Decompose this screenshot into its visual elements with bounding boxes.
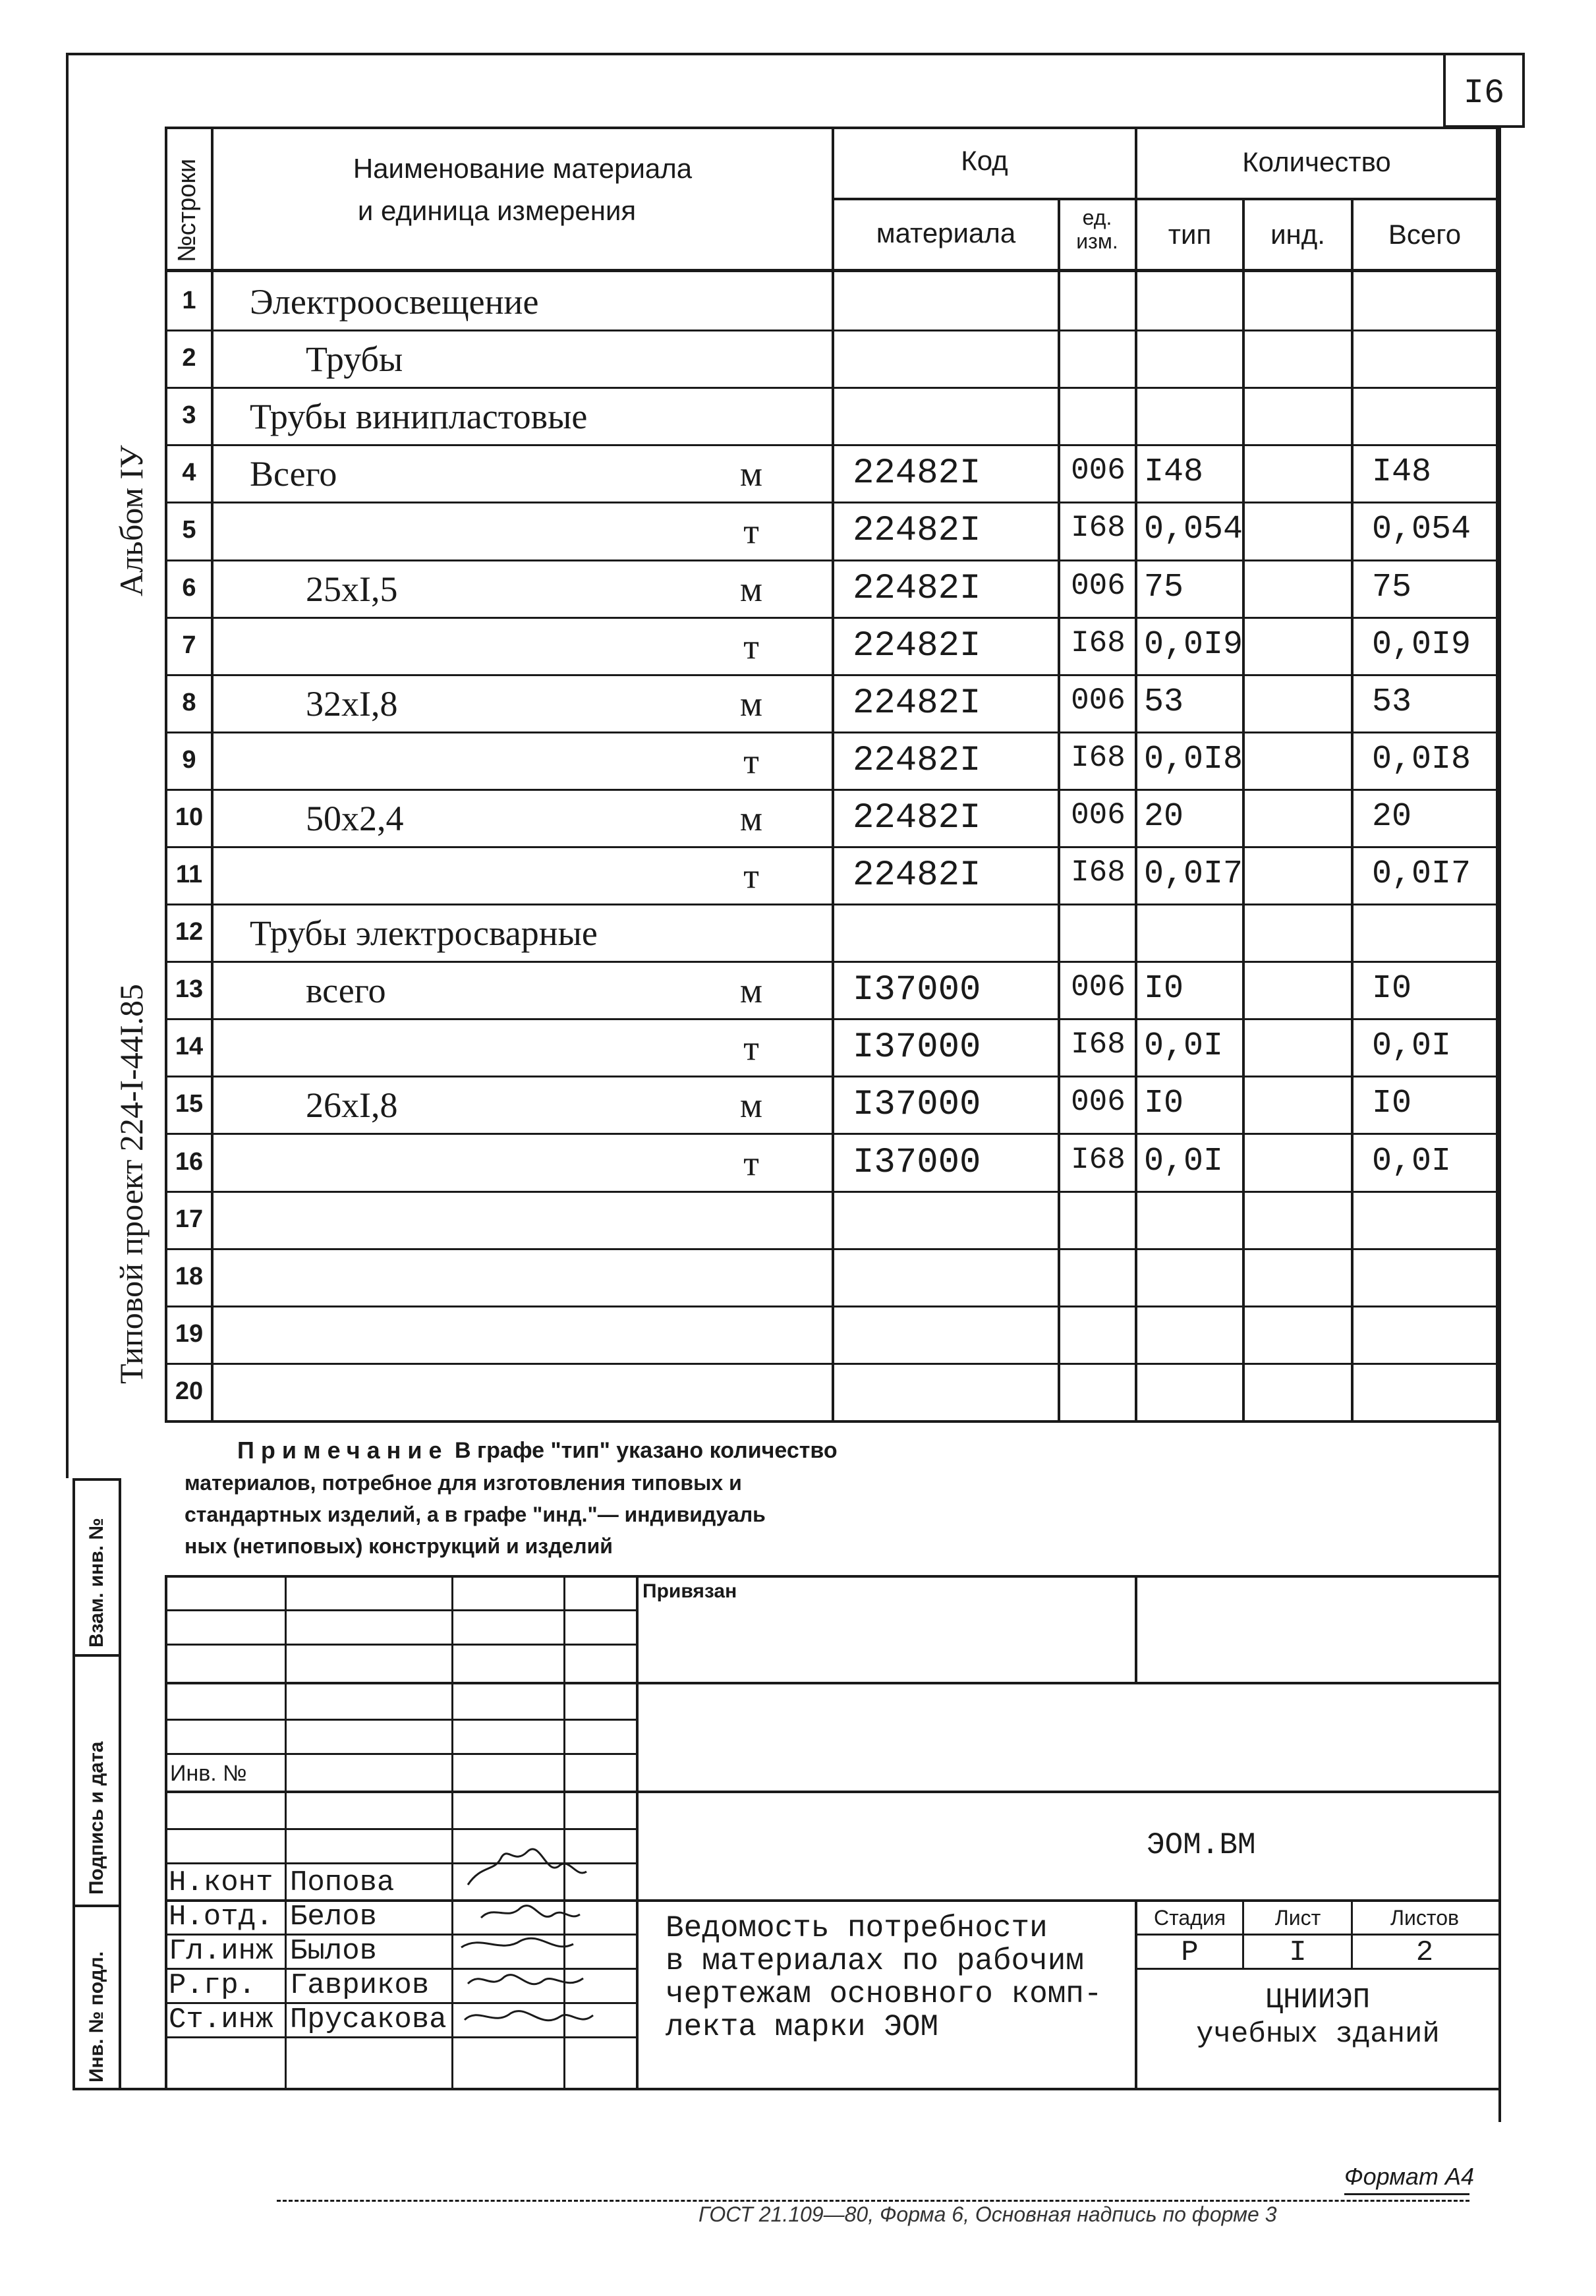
- row-number: 19: [175, 1320, 204, 1348]
- note-label: Примечание: [237, 1437, 449, 1464]
- row-unit-code: I68: [1071, 626, 1126, 660]
- row-number: 6: [182, 574, 196, 602]
- signer-role: Гл.инж: [169, 1935, 273, 1968]
- frame-bottom: [119, 2088, 1501, 2090]
- row-number: 15: [175, 1090, 204, 1118]
- sheets-label: Листов: [1390, 1906, 1459, 1930]
- row-unit-code: I68: [1071, 855, 1126, 890]
- row-qty-tip: 0,0I: [1144, 1143, 1224, 1180]
- note-line4: ных (нетиповых) конструкций и изделий: [185, 1534, 613, 1558]
- row-qty-total: I0: [1372, 1085, 1412, 1122]
- row-unit: т: [743, 511, 759, 551]
- row-qty-total: I48: [1372, 453, 1432, 491]
- podpis-data-label: Подпись и дата: [86, 1741, 107, 1895]
- row-number: 3: [182, 401, 196, 429]
- doc-code: ЭОМ.ВМ: [1147, 1828, 1256, 1862]
- frame-top: [66, 53, 1522, 55]
- row-unit: т: [743, 1028, 759, 1068]
- row-qty-tip: I48: [1144, 453, 1204, 491]
- inv-podl-label: Инв. № подл.: [86, 1951, 107, 2082]
- row-material-code: I37000: [853, 1085, 981, 1125]
- row-qty-total: 0,0I7: [1372, 855, 1471, 893]
- row-material-code: 22482I: [853, 798, 981, 838]
- row-qty-total: 0,0I: [1372, 1027, 1452, 1065]
- document-title-line: в материалах по рабочим: [666, 1944, 1084, 1978]
- row-unit-code: 006: [1071, 569, 1126, 603]
- sheet-number: I6: [1463, 74, 1505, 113]
- row-material-code: I37000: [853, 1027, 981, 1068]
- header-name-line1: Наименование материала: [353, 153, 693, 184]
- row-qty-total: 0,0I8: [1372, 741, 1471, 778]
- row-unit-code: I68: [1071, 1143, 1126, 1177]
- row-unit-code: I68: [1071, 511, 1126, 545]
- album-label: Альбом IУ: [113, 445, 150, 596]
- signer-role: Н.отд.: [169, 1901, 273, 1934]
- signer-name: Белов: [290, 1901, 378, 1934]
- row-number: 17: [175, 1205, 204, 1233]
- signer-name: Попова: [290, 1866, 395, 1899]
- row-unit-code: 006: [1071, 1085, 1126, 1119]
- row-qty-tip: 53: [1144, 683, 1184, 721]
- row-number: 12: [175, 918, 204, 946]
- org-line1: ЦНИИЭП: [1265, 1984, 1371, 2017]
- row-qty-tip: 0,0I9: [1144, 626, 1243, 664]
- signer-name: Прусакова: [290, 2003, 447, 2036]
- row-number: 13: [175, 975, 204, 1003]
- row-unit: т: [743, 627, 759, 666]
- row-qty-tip: 75: [1144, 569, 1184, 606]
- header-code: Код: [961, 145, 1008, 176]
- document-title-line: лекта марки ЭОМ: [666, 2010, 939, 2044]
- row-number: 8: [182, 689, 196, 716]
- row-qty-total: 0,054: [1372, 511, 1471, 548]
- row-unit: т: [743, 1143, 759, 1183]
- frame-left: [66, 53, 69, 1478]
- row-material-code: I37000: [853, 970, 981, 1010]
- header-name-line2: и единица измерения: [357, 195, 637, 226]
- row-unit: т: [743, 856, 759, 896]
- row-material-code: 22482I: [853, 741, 981, 781]
- header-unit: ед. изм.: [1076, 206, 1118, 253]
- row-name: 25хI,5: [306, 569, 398, 609]
- inv-no-label: Инв. №: [170, 1761, 247, 1786]
- sheet-label: Лист: [1274, 1906, 1321, 1930]
- row-material-code: 22482I: [853, 511, 981, 551]
- signatures: [455, 1806, 606, 2056]
- row-name: Всего: [250, 454, 337, 494]
- row-qty-total: 75: [1372, 569, 1412, 606]
- row-unit: м: [739, 684, 763, 724]
- row-name: Электроосвещение: [250, 282, 539, 322]
- sheet-value: I: [1289, 1936, 1307, 1969]
- signer-name: Былов: [290, 1935, 378, 1968]
- row-number: 9: [182, 746, 196, 774]
- row-number: 7: [182, 631, 196, 659]
- row-number: 16: [175, 1148, 204, 1176]
- row-material-code: 22482I: [853, 683, 981, 724]
- row-qty-total: 0,0I: [1372, 1143, 1452, 1180]
- row-unit-code: 006: [1071, 970, 1126, 1004]
- row-qty-tip: I0: [1144, 1085, 1184, 1122]
- note-line3: стандартных изделий, а в графе "инд."— индивидуаль: [185, 1503, 766, 1526]
- privyazan-label: Привязан: [642, 1580, 737, 1602]
- header-row-number: №строки: [173, 158, 201, 262]
- sheets-value: 2: [1415, 1936, 1434, 1969]
- row-material-code: 22482I: [853, 569, 981, 609]
- row-qty-total: 53: [1372, 683, 1412, 721]
- project-label: Типовой проект 224-I-44I.85: [113, 984, 150, 1384]
- gost-footnote: ГОСТ 21.109—80, Форма 6, Основная надпись по форме 3: [698, 2202, 1277, 2226]
- row-qty-tip: 20: [1144, 798, 1184, 836]
- row-qty-total: 0,0I9: [1372, 626, 1471, 664]
- row-qty-tip: 0,0I8: [1144, 741, 1243, 778]
- row-number: 20: [175, 1377, 204, 1405]
- header-tip: тип: [1168, 219, 1212, 250]
- row-material-code: I37000: [853, 1143, 981, 1183]
- row-number: 5: [182, 516, 196, 544]
- note-line2: материалов, потребное для изготовления типовых и: [185, 1471, 742, 1495]
- row-name: Трубы: [306, 339, 403, 379]
- row-number: 4: [182, 459, 196, 486]
- row-unit-code: I68: [1071, 1027, 1126, 1062]
- row-qty-total: I0: [1372, 970, 1412, 1008]
- row-qty-tip: 0,0I: [1144, 1027, 1224, 1065]
- vzam-inv-label: Взам. инв. №: [86, 1518, 107, 1648]
- row-unit: м: [739, 971, 763, 1010]
- header-ind: инд.: [1270, 219, 1325, 250]
- header-quantity: Количество: [1242, 146, 1391, 177]
- row-unit-code: 006: [1071, 683, 1126, 718]
- row-unit-code: 006: [1071, 798, 1126, 832]
- row-material-code: 22482I: [853, 626, 981, 666]
- signer-role: Р.гр.: [169, 1969, 256, 2002]
- format-label: Формат А4: [1344, 2163, 1474, 2190]
- row-unit-code: 006: [1071, 453, 1126, 488]
- header-total: Всего: [1388, 219, 1462, 250]
- row-material-code: 22482I: [853, 453, 981, 494]
- document-title-line: Ведомость потребности: [666, 1911, 1048, 1945]
- row-number: 11: [175, 861, 203, 888]
- row-number: 10: [175, 803, 204, 831]
- row-unit-code: I68: [1071, 741, 1126, 775]
- signer-name: Гавриков: [290, 1969, 430, 2002]
- row-qty-total: 20: [1372, 798, 1412, 836]
- row-qty-tip: 0,054: [1144, 511, 1243, 548]
- row-unit: м: [739, 569, 763, 609]
- row-qty-tip: 0,0I7: [1144, 855, 1243, 893]
- row-number: 2: [182, 344, 196, 372]
- stage-value: Р: [1181, 1936, 1199, 1969]
- stage-label: Стадия: [1153, 1906, 1226, 1930]
- row-name: 26хI,8: [306, 1085, 398, 1125]
- row-number: 1: [182, 287, 196, 314]
- org-line2: учебных зданий: [1196, 2018, 1440, 2051]
- row-name: Трубы винипластовые: [250, 397, 588, 436]
- frame-right: [1498, 125, 1501, 2122]
- row-unit: м: [739, 799, 763, 838]
- row-name: Трубы электросварные: [250, 913, 598, 953]
- row-name: 50х2,4: [306, 799, 404, 838]
- row-number: 18: [175, 1263, 204, 1290]
- signer-role: Н.конт: [169, 1866, 273, 1899]
- row-name: 32хI,8: [306, 684, 398, 724]
- row-name: всего: [306, 971, 386, 1010]
- header-material: материала: [876, 217, 1016, 248]
- note-line1: В графе "тип" указано количество: [455, 1438, 838, 1463]
- row-number: 14: [175, 1033, 204, 1060]
- signer-role: Ст.инж: [169, 2003, 273, 2036]
- document-title-line: чертежам основного комп-: [666, 1977, 1102, 2011]
- row-unit: м: [739, 454, 763, 494]
- row-material-code: 22482I: [853, 855, 981, 896]
- row-qty-tip: I0: [1144, 970, 1184, 1008]
- row-unit: т: [743, 741, 759, 781]
- row-unit: м: [739, 1085, 763, 1125]
